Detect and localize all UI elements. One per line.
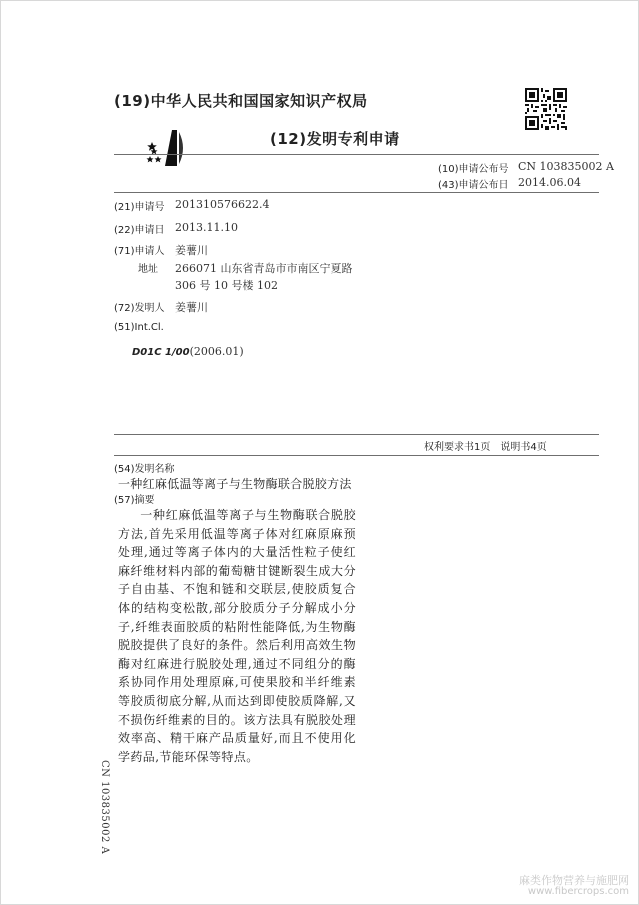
address-label: 地址: [138, 264, 158, 275]
inventor-name: 姜薯川: [175, 301, 208, 314]
publication-number-label: (10)申请公布号: [438, 164, 509, 175]
watermark-url: www.fibercrops.com: [527, 886, 629, 897]
applicant-label: (71)申请人: [114, 246, 165, 257]
abstract-body: [118, 506, 356, 766]
applicant-name: 姜薯川: [175, 244, 208, 257]
application-number: 201310576622.4: [175, 198, 270, 211]
invention-title: 一种红麻低温等离子与生物酶联合脱胶方法: [118, 477, 352, 491]
inventor-label: (72)发明人: [114, 303, 165, 314]
ipc-code: D01C 1/00: [132, 347, 190, 358]
watermark-site-name: 麻类作物营养与施肥网: [519, 874, 629, 887]
abstract-text: 一种红麻低温等离子与生物酶联合脱胶方法,首先采用低温等离子体对红麻原麻预处理,通过等离子体内的大量活性粒子使红麻纤维材料内部的葡萄糖甘键断裂生成大分子自由基、不饱和链和交联层,使胶质复合体的结构变松散,部分胶质分子分解成小分子,纤维表面胶质的粘附性能降低,为生物酶脱胶提供了良好的条件。然后利用高效生物酶对红麻进行脱胶处理,通过不同组分的酶系协同作用处理原麻,可使果胶和半纤维素等胶质彻底分解,从而达到即使胶质降解,又不损伤纤维素的目的。该方法具有脱胶处理效率高、精干麻产品质量好,而且不使用化学药品,节能环保等特点。: [118, 508, 356, 764]
header-rule: [114, 154, 599, 155]
page-counts: 权利要求书1页 说明书4页: [424, 442, 547, 453]
abstract-label: (57)摘要: [114, 495, 155, 506]
office-heading: (19)中华人民共和国国家知识产权局: [114, 92, 368, 110]
ipc-version: (2006.01): [189, 345, 244, 358]
page-count-rule: [114, 434, 599, 435]
sipo-emblem-icon: [146, 128, 188, 168]
qr-code-icon: [525, 88, 567, 130]
filing-date: 2013.11.10: [175, 221, 238, 234]
biblio-rule: [114, 192, 599, 193]
document-type: (12)发明专利申请: [270, 130, 400, 148]
publication-date-label: (43)申请公布日: [438, 180, 509, 191]
application-number-label: (21)申请号: [114, 202, 165, 213]
publication-date: 2014.06.04: [518, 176, 581, 189]
address-line-2: 306 号 10 号楼 102: [175, 279, 278, 292]
ipc-classification: [132, 340, 244, 359]
address-line-1: 266071 山东省青岛市市南区宁夏路: [175, 262, 353, 275]
invention-title-label: (54)发明名称: [114, 464, 175, 475]
filing-date-label: (22)申请日: [114, 225, 165, 236]
side-publication-number: CN 103835002 A: [99, 760, 110, 855]
title-rule: [114, 455, 599, 456]
ipc-label: (51)Int.Cl.: [114, 322, 164, 333]
publication-number: CN 103835002 A: [518, 160, 614, 173]
